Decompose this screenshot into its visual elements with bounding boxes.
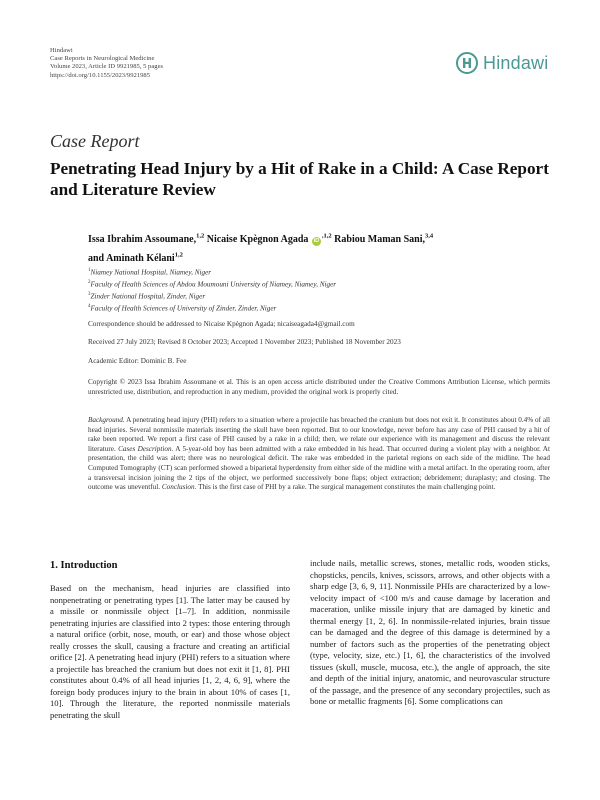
affiliations: [88, 266, 336, 314]
hindawi-logo-icon: [456, 52, 478, 74]
author-3[interactable]: Rabiou Maman Sani,$^{3,4}$: [334, 233, 434, 246]
publication-dates: Received 27 July 2023; Revised 8 October 2023; Accepted 1 November 2023; Published 18 November 2023: [88, 338, 401, 346]
abstract-background-label: Background.: [88, 416, 125, 424]
abstract-conclusion: This is the first case of PHI by a rake. The surgical management constitutes the main challenging point.: [196, 483, 496, 492]
publisher-name: Hindawi: [50, 47, 73, 54]
volume-line: Volume 2023, Article ID 9921985, 5 pages: [50, 63, 164, 71]
article-type: Case Report: [50, 131, 140, 151]
doi-link[interactable]: https://doi.org/10.1155/2023/9921985: [50, 71, 151, 79]
copyright-notice: Copyright © 2023 Issa Ibrahim Assoumane et al. This is an open access article distributed under the Creative Commons Attribution License, which permits unrestricted use, distribution, and reproduction in any medium, provided the original work is properly cited.: [88, 378, 550, 396]
author-list: [88, 229, 558, 266]
abstract-conclusion-label: Conclusion.: [161, 483, 197, 492]
abstract-background: A penetrating head injury (PHI) refers to a situation where a projectile has breached the cranium but does not exit it. It constitutes about 0.4% of all head injuries. Several nonmissile materials inserting the skull have been reported. But to our knowledge, never before has any case of PHI caused by a hit of rake been reported. We report a first case of PHI caused by a rake in a child; then, we relate our experience with its management and discuss the relevant literature.: [88, 416, 551, 453]
intro-paragraph-continued: include nails, metallic screws, stones, metallic rods, wooden sticks, chopsticks, pencils, knives, scissors, arrows, and other objects with a sharp edge [3, 6, 9, 11]. Nonmissile PHIs are characterized by a low-velocity impact of <100 m/s and cause damage by laceration and maceration, unlike missile injury that are damaged by kinetic and thermal energy [1, 2, 6]. In nonmissile-related injuries, brain tissue can be damaged and the degree of this damage is determined by a number of factors such as the properties of the penetrating object (type, velocity, size, etc.) [1, 6], the characteristics of the involved tissues (skull, muscle, mucosa, etc.), the angle of approach, the site and depth of the initial injury, anatomic, and neurovascular structure of the passage, and the presence of any secondary projectiles, such as bone or metallic fragments [6]. Some complications can: [310, 558, 550, 706]
journal-meta: [50, 47, 163, 80]
author-2[interactable]: Nicaise Kpègnon Agada $iD^{,1,2}$: [206, 233, 332, 246]
author-4[interactable]: and Aminath Kélani$^{1,2}$: [88, 251, 183, 264]
journal-name: Case Reports in Neurological Medicine: [50, 55, 155, 63]
abstract-case: A 5-year-old boy has been admitted with a rake embedded in his head. That occurred during a violent play with a neighbor. At presentation, the child was alert; there was no neurological deficit. The rake was embedded in the parietal regions on each side of the midline. The head Computed Tomography (CT) scan performed showed a biparietal hyperdensity from either side of the midline with a metal artifact. In the operating room, after a transversal incision joining the 2 tips of the object, we performed successively bone flaps; object extraction; debridement; duraplasty; and closing. The outcome was uneventful.: [88, 444, 550, 492]
affiliation-item: $^2$Faculty of Health Sciences of Abdou Moumouni University of Niamey, Niamey, Niger: [88, 279, 337, 289]
section-heading-introduction: 1. Introduction: [50, 560, 118, 571]
academic-editor: Academic Editor: Dominic B. Fee: [88, 357, 187, 365]
correspondence: Correspondence should be addressed to Nicaise Kpègnon Agada; nicaiseagada4@gmail.com: [88, 320, 355, 328]
abstract: [88, 416, 550, 493]
publisher-logo: [456, 52, 548, 74]
abstract-case-label: Cases Description.: [118, 444, 174, 453]
author-1[interactable]: Issa Ibrahim Assoumane,$^{1,2}$: [88, 233, 205, 246]
intro-paragraph: Based on the mechanism, head injuries are classified into nonpenetrating or penetrating types [1]. The latter may be caused by a missile or nonmissile object [1–7]. In addition, nonmissile penetrating injuries are classified into 2 types: those entering through a natural orifice (orbit, nose, mouth, or ear) and those whose object really crosses the skull, causing a fracture and creating an artificial orifice [2]. A penetrating head injury (PHI) refers to a situation where a projectile has breached the cranium but does not exit it [1, 8]. PHI constitutes about 0.4% of all head injuries [1, 2, 4, 6, 9], where the foreign body produces injury to the brain in about 10% of cases [1, 10]. Through the literature, the reported nonmissile materials penetrating the skull: [50, 583, 290, 720]
affiliation-item: $^1$Niamey National Hospital, Niamey, Niger: [88, 268, 212, 277]
body-column-right: [310, 558, 550, 708]
article-title: Penetrating Head Injury by a Hit of Rake in a Child: A Case Report and Literature Review: [50, 159, 549, 199]
affiliation-item: $^3$Zinder National Hospital, Zinder, Niger: [88, 291, 206, 301]
brand-wordmark: Hindawi: [483, 52, 549, 73]
affiliation-item: $^4$Faculty of Health Sciences of University of Zinder, Zinder, Niger: [88, 303, 277, 313]
body-column-left: [50, 583, 290, 721]
orcid-icon[interactable]: iD: [313, 238, 320, 245]
